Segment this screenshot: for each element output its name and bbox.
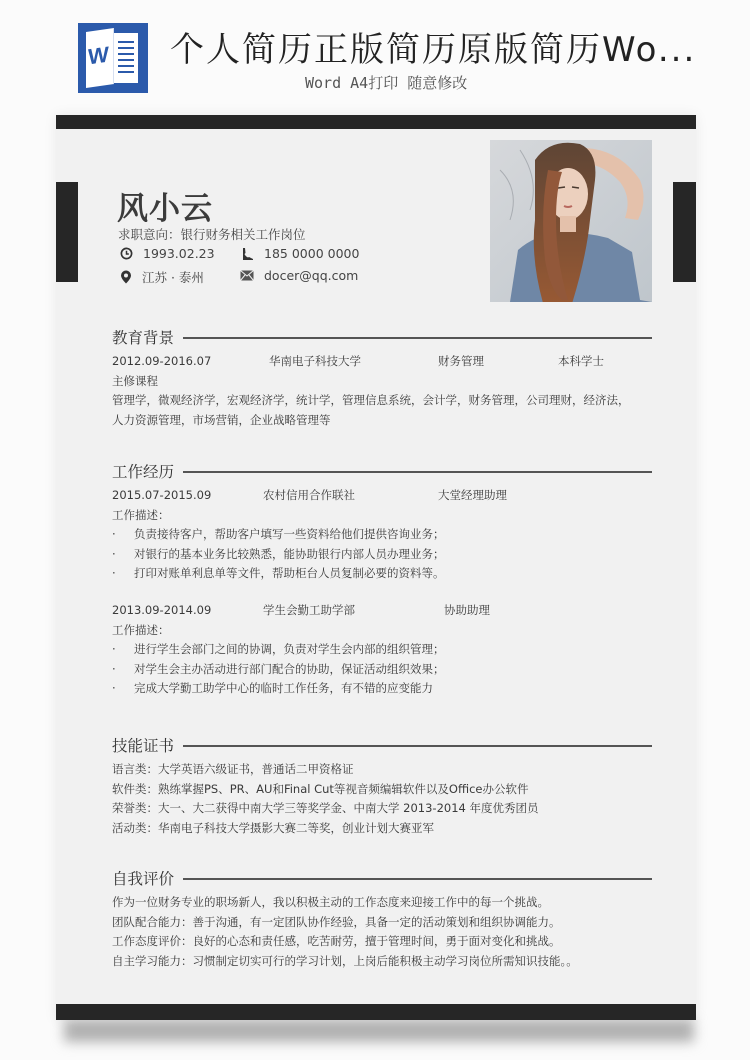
job-org: 农村信用合作联社 [263, 488, 355, 502]
education-period: 2012.09-2016.07 [112, 354, 212, 368]
clock-icon [120, 247, 133, 260]
job-row [112, 486, 652, 506]
bullet-icon: · [112, 642, 116, 657]
job-bullet: · 进行学生会部门之间的协调，负责对学生会内部的组织管理； [112, 640, 652, 660]
section-divider [183, 337, 652, 339]
evaluation-item: 工作态度评价：良好的心态和责任感，吃苦耐劳，擅于管理时间，勇于面对变化和挑战。 [112, 934, 561, 949]
education-section [112, 326, 652, 430]
top-accent-bar [56, 115, 696, 129]
bullet-icon: · [112, 546, 116, 561]
preview-banner [0, 0, 750, 110]
document-title: 个人简历正版简历原版简历Wo... [170, 30, 697, 70]
section-title: 工作经历 [112, 463, 175, 481]
courses-label: 主修课程 [112, 373, 158, 388]
job-role: 协助助理 [444, 602, 490, 617]
job-row [112, 601, 652, 621]
job-bullet: · 对银行的基本业务比较熟悉，能协助银行内部人员办理业务； [112, 545, 652, 565]
education-school: 华南电子科技大学 [269, 354, 361, 368]
section-divider [183, 471, 652, 473]
section-divider [183, 878, 652, 880]
location-pin-icon [120, 270, 132, 284]
email-field [240, 268, 358, 283]
job-intent: 求职意向：银行财务相关工作岗位 [118, 227, 306, 242]
skill-item: 荣誉类：大一、大二获得中南大学三等奖学金、中南大学 2013-2014 年度优秀团员 [112, 801, 539, 816]
evaluation-item: 自主学习能力：习惯制定切实可行的学习计划，上岗后能积极主动学习岗位所需知识技能。。 [112, 953, 578, 968]
job-bullet: · 负责接待客户，帮助客户填写一些资料给他们提供咨询业务； [112, 525, 652, 545]
email-value: docer@qq.com [264, 268, 359, 283]
location-value: 江苏 · 泰州 [142, 270, 204, 285]
section-title: 自我评价 [112, 870, 175, 888]
job-period: 2013.09-2014.09 [112, 602, 212, 617]
paper-shadow [64, 1020, 694, 1042]
envelope-icon [240, 270, 254, 281]
job-org: 学生会勤工助学部 [263, 602, 355, 617]
job-bullet: · 对学生会主办活动进行部门配合的协助，保证活动组织效果； [112, 660, 652, 680]
courses-line: 人力资源管理，市场营销，企业战略管理等 [112, 412, 331, 427]
education-degree: 本科学士 [558, 354, 604, 368]
birthday-value: 1993.02.23 [143, 246, 215, 261]
bullet-icon: · [112, 527, 116, 542]
courses-line: 管理学，微观经济学，宏观经济学，统计学，管理信息系统，会计学，财务管理，公司理财，经济法， [112, 393, 630, 408]
section-title: 教育背景 [112, 329, 175, 347]
word-icon [78, 23, 148, 93]
phone-field [240, 246, 359, 261]
phone-value: 185 0000 0000 [264, 246, 360, 261]
skills-section [112, 734, 652, 838]
word-letter: W [88, 41, 109, 70]
job-period: 2015.07-2015.09 [112, 488, 212, 502]
bullet-icon: · [112, 661, 116, 676]
candidate-name: 风小云 [117, 191, 213, 227]
evaluation-item: 团队配合能力：善于沟通，有一定团队协作经验，具备一定的活动策划和组织协调能力。 [112, 914, 561, 929]
bottom-accent-bar [56, 1004, 696, 1020]
job-bullet: · 打印对账单利息单等文件，帮助柜台人员复制必要的资料等。 [112, 564, 652, 584]
resume-page [56, 115, 696, 1020]
skill-item: 语言类：大学英语六级证书，普通话二甲资格证 [112, 762, 354, 776]
education-row [112, 352, 652, 372]
phone-icon [240, 247, 254, 261]
work-section [112, 460, 652, 699]
job-role: 大堂经理助理 [438, 488, 507, 502]
profile-photo [490, 140, 652, 302]
document-subtitle: Word A4打印 随意修改 [305, 74, 468, 92]
skill-item: 活动类：华南电子科技大学摄影大赛二等奖，创业计划大赛亚军 [112, 820, 434, 835]
self-evaluation-section [112, 867, 652, 971]
section-divider [183, 745, 652, 747]
skill-item: 软件类：熟练掌握PS、PR、AU和Final Cut等视音频编辑软件以及Office办公软件 [112, 781, 529, 796]
section-title: 技能证书 [112, 737, 175, 755]
job-desc-label: 工作描述： [112, 507, 170, 522]
job-desc-label: 工作描述： [112, 622, 170, 637]
education-major: 财务管理 [438, 354, 484, 368]
left-accent-bar [56, 182, 78, 282]
right-accent-bar [673, 182, 696, 282]
portrait-image [490, 140, 652, 302]
evaluation-item: 作为一位财务专业的职场新人，我以积极主动的工作态度来迎接工作中的每一个挑战。 [112, 895, 549, 909]
bullet-icon: · [112, 681, 116, 696]
bullet-icon: · [112, 566, 116, 581]
location-field [120, 268, 204, 286]
birthday-field [120, 246, 215, 261]
job-bullet: · 完成大学勤工助学中心的临时工作任务，有不错的应变能力 [112, 679, 652, 699]
